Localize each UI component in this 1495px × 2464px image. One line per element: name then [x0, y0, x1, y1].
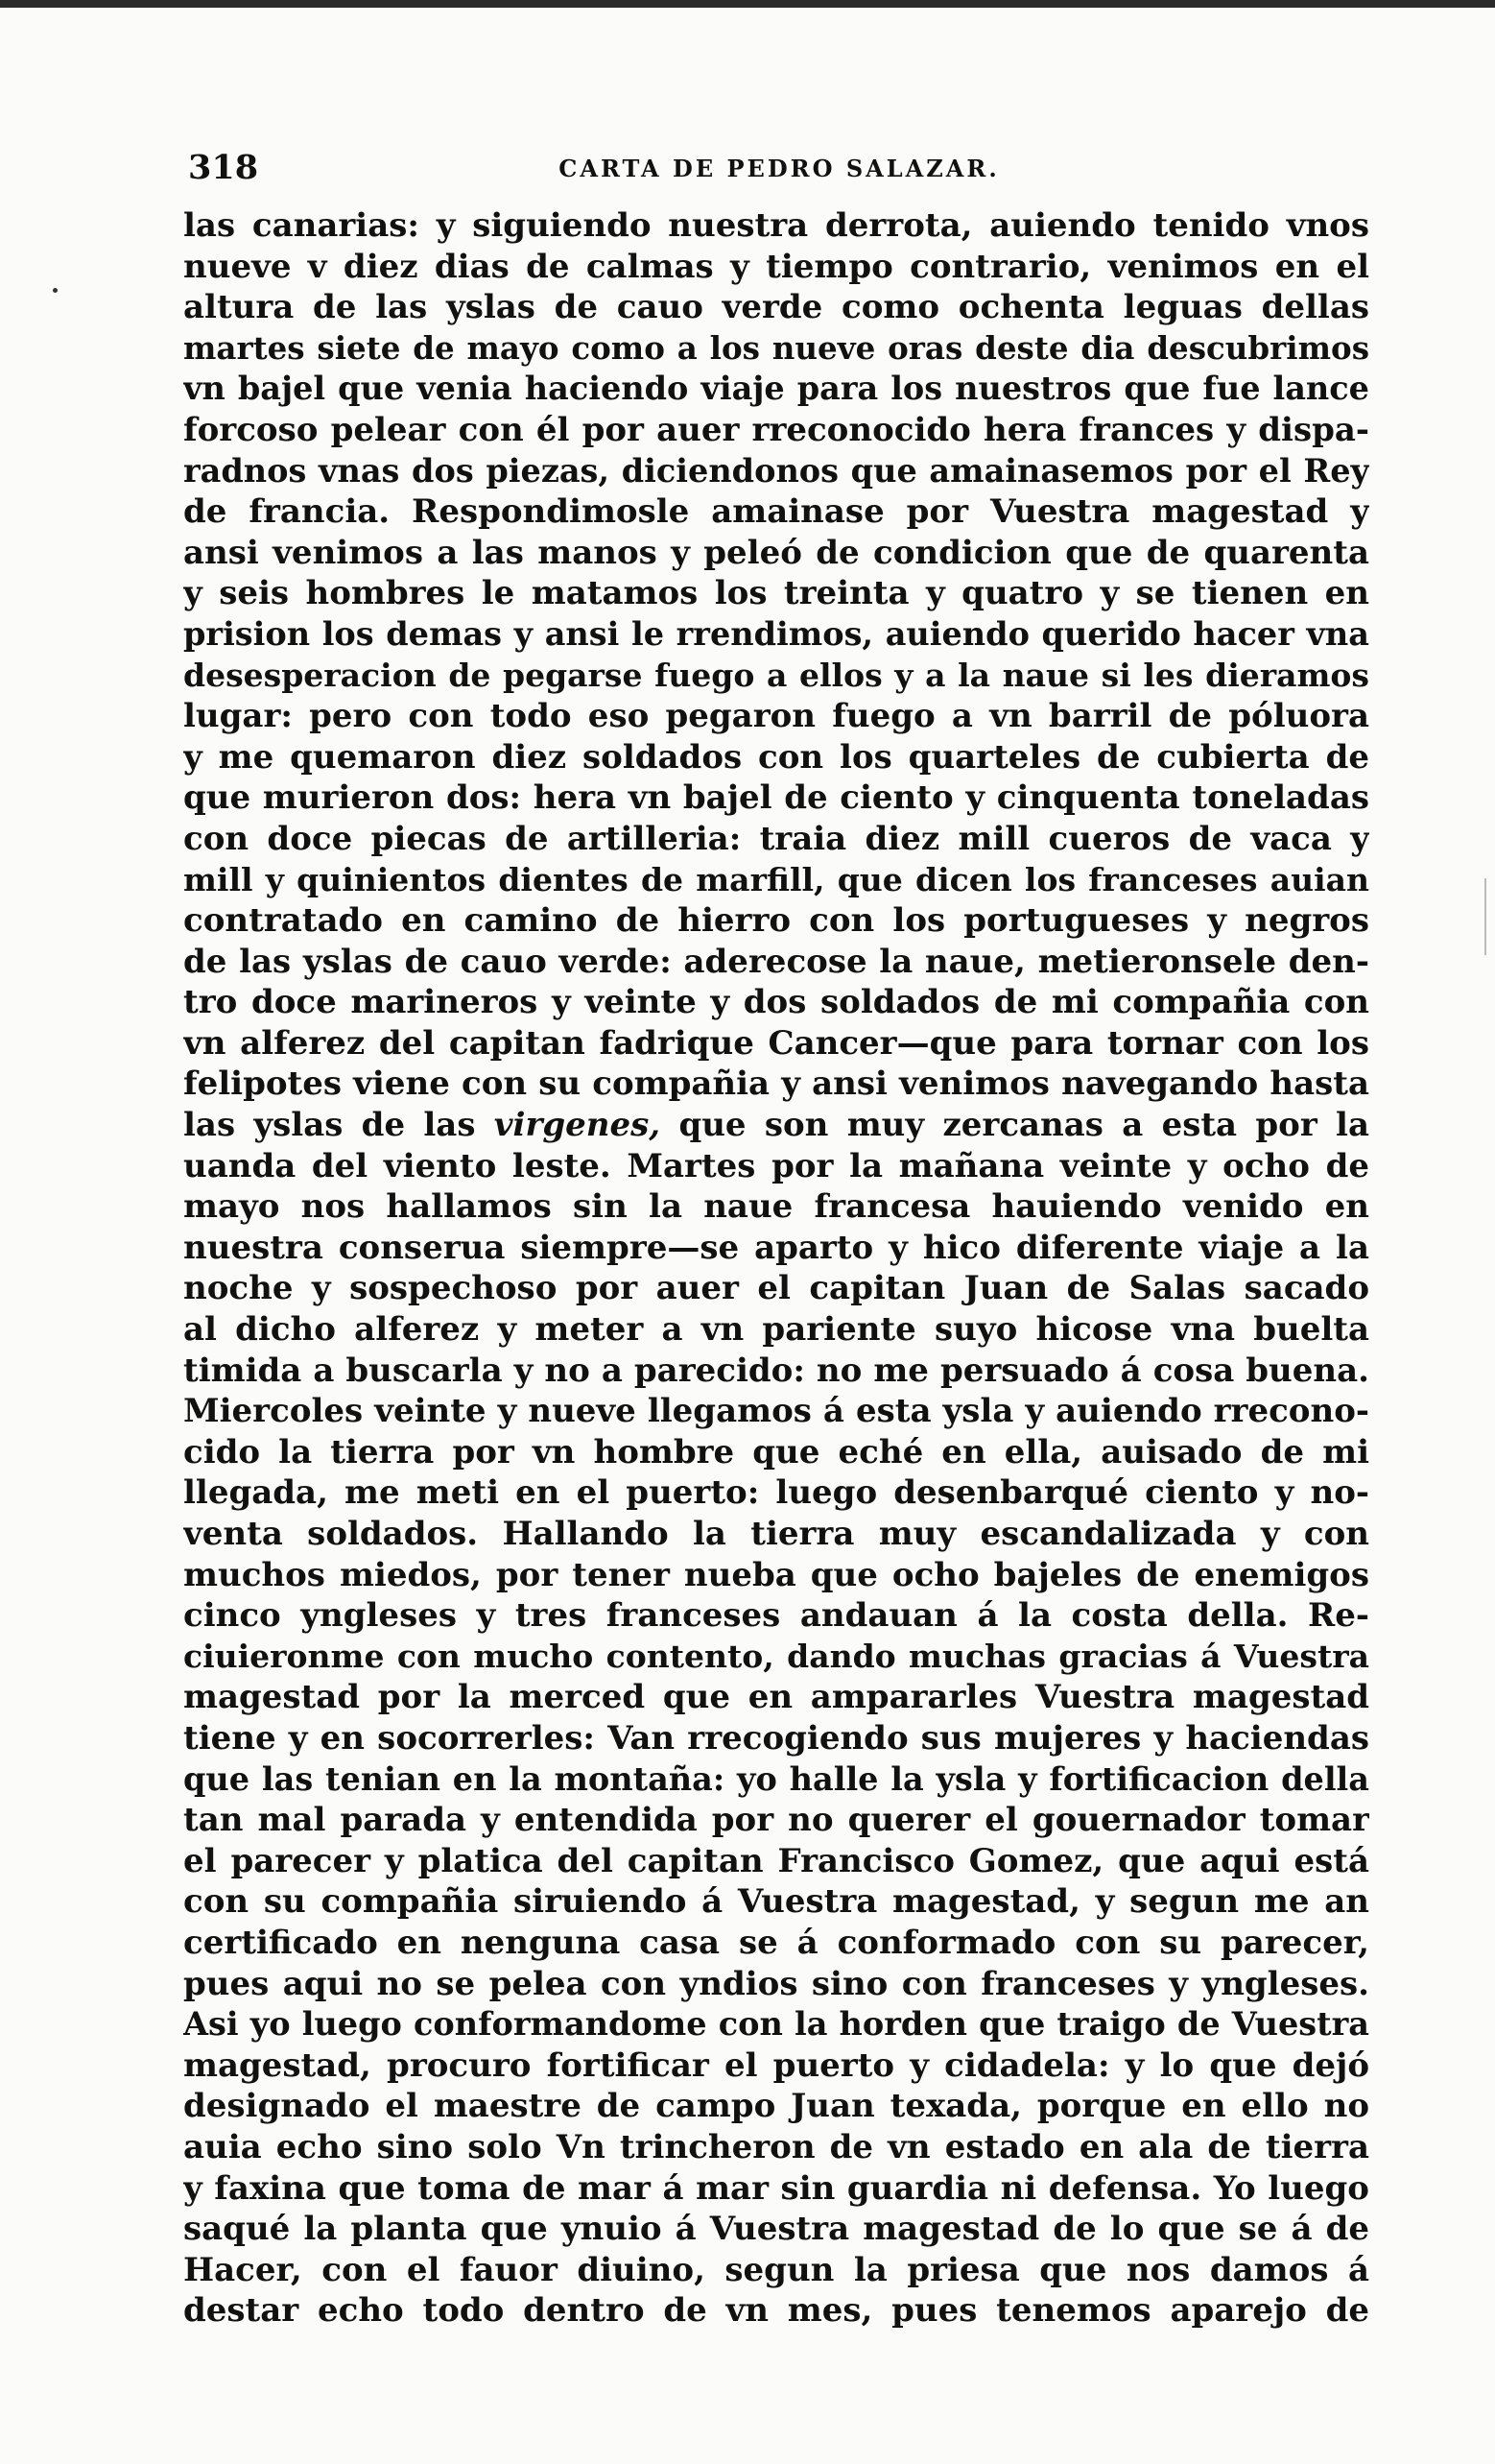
- text-line: forcoso pelear con él por auer rreconocido hera frances y dispa-: [183, 410, 1369, 449]
- text-line: saqué la planta que ynuio á Vuestra magestad de lo que se á de: [183, 2210, 1369, 2249]
- text-line: el parecer y platica del capitan Francisco Gomez, que aqui está: [183, 1841, 1369, 1880]
- text-line: vn alferez del capitan fadrique Cancer—que para tornar con los: [183, 1023, 1369, 1063]
- text-line: pues aqui no se pelea con yndios sino con franceses y yngleses.: [183, 1964, 1369, 2003]
- text-segment: las yslas de las: [183, 1106, 476, 1145]
- text-line: magestad, procuro fortificar el puerto y cidadela: y lo que dejó: [183, 2045, 1369, 2085]
- text-line: vn bajel que venia haciendo viaje para los nuestros que fue lance: [183, 370, 1369, 408]
- text-line: magestad por la merced que en ampararles Vuestra magestad: [183, 1678, 1369, 1717]
- text-line: tro doce marineros y veinte y dos soldados de mi compañia con: [183, 983, 1369, 1022]
- text-line: y me quemaron diez soldados con los quarteles de cubierta de: [183, 737, 1369, 777]
- margin-speck: [53, 288, 58, 293]
- text-line: tan mal parada y entendida por no querer el gouernador tomar: [183, 1801, 1369, 1840]
- text-line: nueve v diez dias de calmas y tiempo contrario, venimos en el: [183, 247, 1369, 286]
- text-line: llegada, me meti en el puerto: luego desenbarqué ciento y no-: [183, 1473, 1369, 1513]
- text-line: de francia. Respondimosle amainase por Vuestra magestad y: [183, 492, 1369, 532]
- text-line: que las tenian en la montaña: yo halle la ysla y fortificacion della: [183, 1759, 1369, 1798]
- text-line: tiene y en socorrerles: Van rrecogiendo sus mujeres y haciendas: [183, 1718, 1369, 1758]
- text-line: uanda del viento leste. Martes por la mañana veinte y ocho de: [183, 1146, 1369, 1185]
- text-line: radnos vnas dos piezas, diciendonos que amainasemos por el Rey: [183, 451, 1369, 490]
- text-line: mill y quinientos dientes de marfill, que dicen los franceses auian: [183, 860, 1369, 898]
- text-line: cinco yngleses y tres franceses andauan á la costa della. Re-: [183, 1596, 1369, 1636]
- text-line: al dicho alferez y meter a vn pariente suyo hicose vna buelta: [183, 1310, 1369, 1350]
- text-line: altura de las yslas de cauo verde como ochenta leguas dellas: [183, 288, 1369, 327]
- text-line: ciuieronme con mucho contento, dando muchas gracias á Vuestra: [183, 1637, 1369, 1675]
- text-line-with-italic: [183, 1105, 1369, 1146]
- text-line: auia echo sino solo Vn trincheron de vn estado en ala de tierra: [183, 2127, 1369, 2166]
- text-line: designado el maestre de campo Juan texada, porque en ello no: [183, 2087, 1369, 2126]
- text-line: y seis hombres le matamos los treinta y quatro y se tienen en: [183, 574, 1369, 613]
- text-line: mayo nos hallamos sin la naue francesa hauiendo venido en: [183, 1187, 1369, 1227]
- page-header: [188, 144, 1370, 192]
- page-number: 318: [188, 148, 259, 187]
- text-line: martes siete de mayo como a los nueve oras deste dia descubrimos: [183, 328, 1369, 367]
- text-line: prision los demas y ansi le rrendimos, auiendo querido hacer vna: [183, 614, 1369, 653]
- text-line: con su compañia siruiendo á Vuestra magestad, y segun me an: [183, 1882, 1369, 1922]
- text-line: contratado en camino de hierro con los portugueses y negros: [183, 901, 1369, 941]
- body-text: [183, 205, 1369, 2332]
- text-line: con doce piecas de artilleria: traia diez mill cueros de vaca y: [183, 819, 1369, 858]
- text-line: venta soldados. Hallando la tierra muy escandalizada y con: [183, 1515, 1369, 1553]
- text-line: timida a buscarla y no a parecido: no me persuado á cosa buena.: [183, 1351, 1369, 1390]
- margin-mark: [1484, 878, 1486, 955]
- text-line: lugar: pero con todo eso pegaron fuego a vn barril de póluora: [183, 697, 1369, 736]
- text-line: noche y sospechoso por auer el capitan Juan de Salas sacado: [183, 1269, 1369, 1308]
- text-line: nuestra conserua siempre—se aparto y hico diferente viaje a la: [183, 1228, 1369, 1267]
- text-line: felipotes viene con su compañia y ansi venimos navegando hasta: [183, 1065, 1369, 1104]
- text-line: certificado en nenguna casa se á conformado con su parecer,: [183, 1923, 1369, 1962]
- text-line: muchos miedos, por tener nueba que ocho bajeles de enemigos: [183, 1555, 1369, 1594]
- text-line: que murieron dos: hera vn bajel de ciento y cinquenta toneladas: [183, 778, 1369, 818]
- italic-word: virgenes,: [493, 1106, 661, 1145]
- text-line: y faxina que toma de mar á mar sin guardia ni defensa. Yo luego: [183, 2168, 1369, 2208]
- text-line: Hacer, con el fauor diuino, segun la priesa que nos damos á: [183, 2250, 1369, 2289]
- text-line: ansi venimos a las manos y peleó de condicion que de quarenta: [183, 533, 1369, 572]
- text-line: desesperacion de pegarse fuego a ellos y a la naue si les dieramos: [183, 656, 1369, 694]
- top-rule: [0, 0, 1495, 8]
- text-line: de las yslas de cauo verde: aderecose la naue, metieronsele den-: [183, 942, 1369, 981]
- text-line: las canarias: y siguiendo nuestra derrota, auiendo tenido vnos: [183, 206, 1369, 245]
- text-segment: que son muy zercanas a esta por la: [678, 1106, 1369, 1145]
- running-title: CARTA DE PEDRO SALAZAR.: [558, 155, 1000, 182]
- text-line: Asi yo luego conformandome con la horden que traigo de Vuestra: [183, 2005, 1369, 2044]
- text-line: cido la tierra por vn hombre que eché en ella, auisado de mi: [183, 1432, 1369, 1471]
- text-line: destar echo todo dentro de vn mes, pues tenemos aparejo de: [183, 2291, 1369, 2331]
- text-line: Miercoles veinte y nueve llegamos á esta ysla y auiendo rreconо-: [183, 1392, 1369, 1431]
